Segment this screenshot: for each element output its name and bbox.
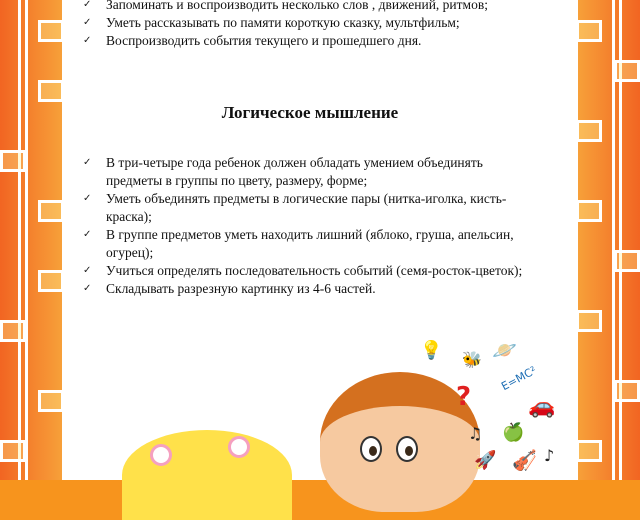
frame-tile [576, 310, 602, 332]
car-icon: 🚗 [528, 394, 556, 419]
checkmark-icon: ✓ [83, 0, 92, 10]
flower-icon [150, 444, 172, 466]
logic-list [80, 154, 542, 298]
list-item: ✓ Уметь рассказывать по памяти короткую сказку, мультфильм; [83, 15, 460, 30]
girl-illustration [122, 430, 292, 520]
frame-tile [38, 20, 64, 42]
checkmark-icon: ✓ [83, 265, 92, 276]
checkmark-icon: ✓ [83, 283, 92, 294]
frame-tile [38, 80, 64, 102]
frame-tile [576, 200, 602, 222]
frame-tile [576, 440, 602, 462]
frame-tile [614, 250, 640, 272]
violin-icon: 🎻 [512, 448, 537, 472]
memory-list [80, 0, 540, 50]
apple-icon: 🍏 [502, 422, 525, 443]
frame-tile [614, 60, 640, 82]
frame-tile [614, 380, 640, 402]
frame-tile [38, 390, 64, 412]
checkmark-icon: ✓ [83, 35, 92, 46]
list-item: ✓ Уметь объединять предметы в логические пары (нитка-иголка, кисть-краска); [83, 191, 507, 224]
music-note-icon: ♫ [468, 424, 483, 443]
bee-icon: 🐝 [462, 350, 482, 369]
frame-tile [0, 150, 26, 172]
frame-bar-left [18, 0, 28, 480]
frame-tile [576, 20, 602, 42]
boy-eye [396, 436, 418, 462]
checkmark-icon: ✓ [83, 17, 92, 28]
rocket-icon: 🚀 [474, 450, 497, 471]
checkmark-icon: ✓ [83, 193, 92, 204]
list-item: ✓ В группе предметов уметь находить лишний (яблоко, груша, апельсин, огурец); [83, 227, 514, 260]
boy-eye [360, 436, 382, 462]
list-item: ✓ Запоминать и воспроизводить несколько слов , движений, ритмов; [80, 0, 540, 14]
flower-icon [228, 436, 250, 458]
list-item: ✓ Воспроизводить события текущего и прошедшего дня. [83, 33, 422, 48]
question-mark-icon: ? [456, 382, 472, 412]
checkmark-icon: ✓ [83, 229, 92, 240]
list-item: ✓ Складывать разрезную картинку из 4-6 частей. [83, 281, 376, 296]
formula-text: E=MC² [499, 363, 539, 394]
frame-tile [0, 440, 26, 462]
frame-tile [0, 320, 26, 342]
checkmark-icon: ✓ [83, 157, 92, 168]
frame-tile [576, 120, 602, 142]
list-item: ✓ Учиться определять последовательность событий (семя-росток-цветок); [83, 263, 523, 278]
list-item: ✓ В три-четыре года ребенок должен обладать умением объединять предметы в группы по цвету, размеру, форме; [83, 155, 483, 188]
planet-icon: 🪐 [492, 338, 517, 362]
music-note-icon: ♪ [544, 446, 555, 465]
frame-tile [38, 270, 64, 292]
frame-tile [38, 200, 64, 222]
lightbulb-icon: 💡 [420, 340, 443, 361]
section-title: Логическое мышление [221, 103, 399, 122]
